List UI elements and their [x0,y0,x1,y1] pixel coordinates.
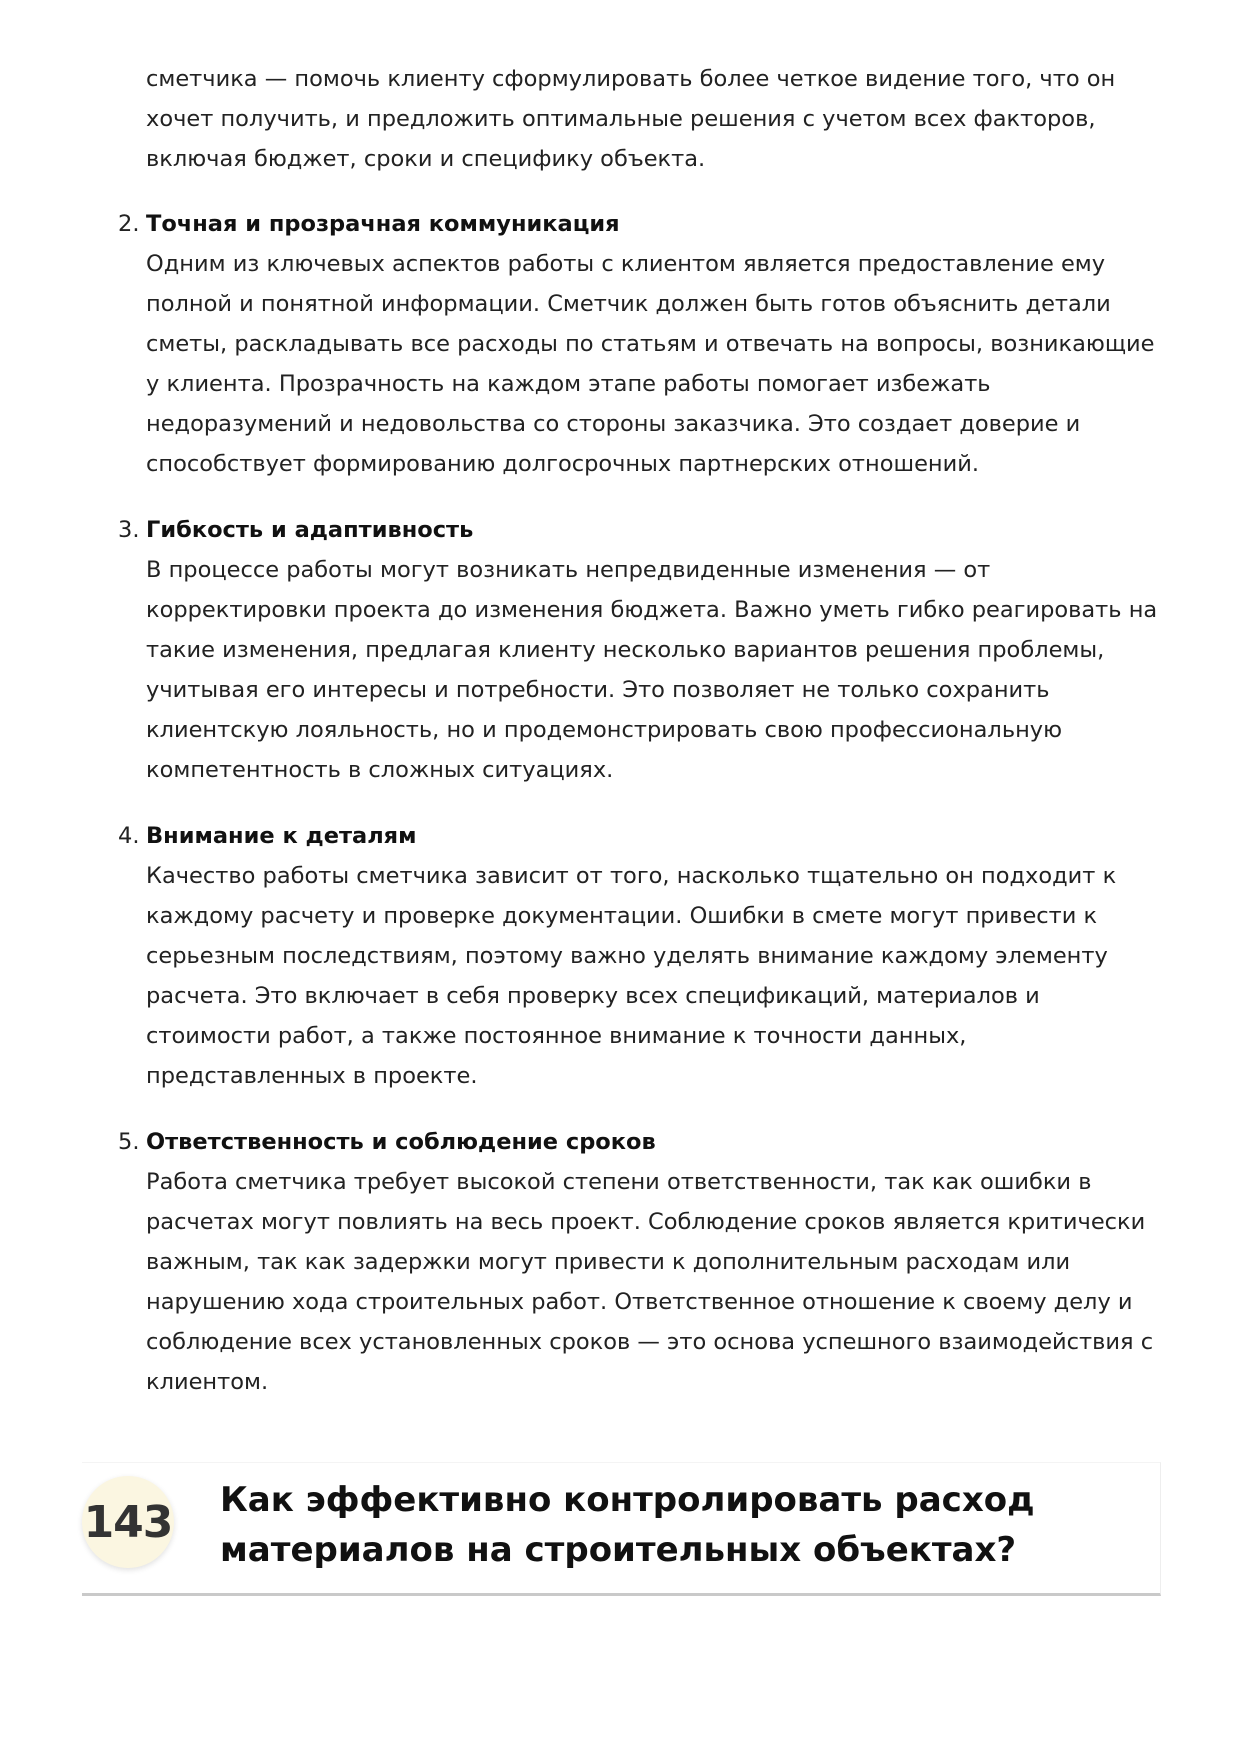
list-item [118,510,1166,790]
list-item-number: 3. [118,517,140,543]
list-item-number: 2. [118,211,140,237]
list-item-body: Работа сметчика требует высокой степени ответственности, так как ошибки в расчетах могут повлиять на весь проект. Соблюдение сроков является критически важным, так как задержки могут привести к дополнительным расходам или нарушению хода строительных работ. Ответственное отношение к своему делу и соблюдение всех установленных сроков — это основа успешного взаимодействия с клиентом. [146,1169,1154,1395]
chapter-heading [82,1462,1161,1596]
chapter-number: 143 [83,1496,173,1548]
list-item-body: В процессе работы могут возникать непредвиденные изменения — от корректировки проекта до изменения бюджета. Важно уметь гибко реагировать на такие изменения, предлагая клиенту несколько вариантов решения проблемы, учитывая его интересы и потребности. Это позволяет не только сохранить клиентскую лояльность, но и продемонстрировать свою профессиональную компетентность в сложных ситуациях. [146,557,1158,783]
list-item-body: Качество работы сметчика зависит от того, насколько тщательно он подходит к каждому расчету и проверке документации. Ошибки в смете могут привести к серьезным последствиям, поэтому важно уделять внимание каждому элементу расчета. Это включает в себя проверку всех спецификаций, материалов и стоимости работ, а также постоянное внимание к точности данных, представленных в проекте. [146,863,1117,1089]
intro-paragraph: сметчика — помочь клиенту сформулировать более четкое видение того, что он хочет получить, и предложить оптимальные решения с учетом всех факторов, включая бюджет, сроки и специфику объекта. [146,66,1116,172]
list-item-title: Ответственность и соблюдение сроков [146,1129,656,1155]
list-item-title: Точная и прозрачная коммуникация [146,211,620,237]
list-item-title: Гибкость и адаптивность [146,517,474,543]
list-item-title: Внимание к деталям [146,823,417,849]
list-item-number: 4. [118,823,140,849]
chapter-number-badge [82,1476,174,1568]
list-item [118,204,1166,484]
chapter-title: Как эффективно контролировать расход материалов на строительных объектах? [220,1480,1035,1570]
numbered-list [118,204,1166,1428]
list-item [118,816,1166,1096]
list-item-body: Одним из ключевых аспектов работы с клиентом является предоставление ему полной и понятной информации. Сметчик должен быть готов объяснить детали сметы, раскладывать все расходы по статьям и отвечать на вопросы, возникающие у клиента. Прозрачность на каждом этапе работы помогает избежать недоразумений и недовольства со стороны заказчика. Это создает доверие и способствует формированию долгосрочных партнерских отношений. [146,251,1155,477]
list-item-number: 5. [118,1129,140,1155]
list-item [118,1122,1166,1402]
